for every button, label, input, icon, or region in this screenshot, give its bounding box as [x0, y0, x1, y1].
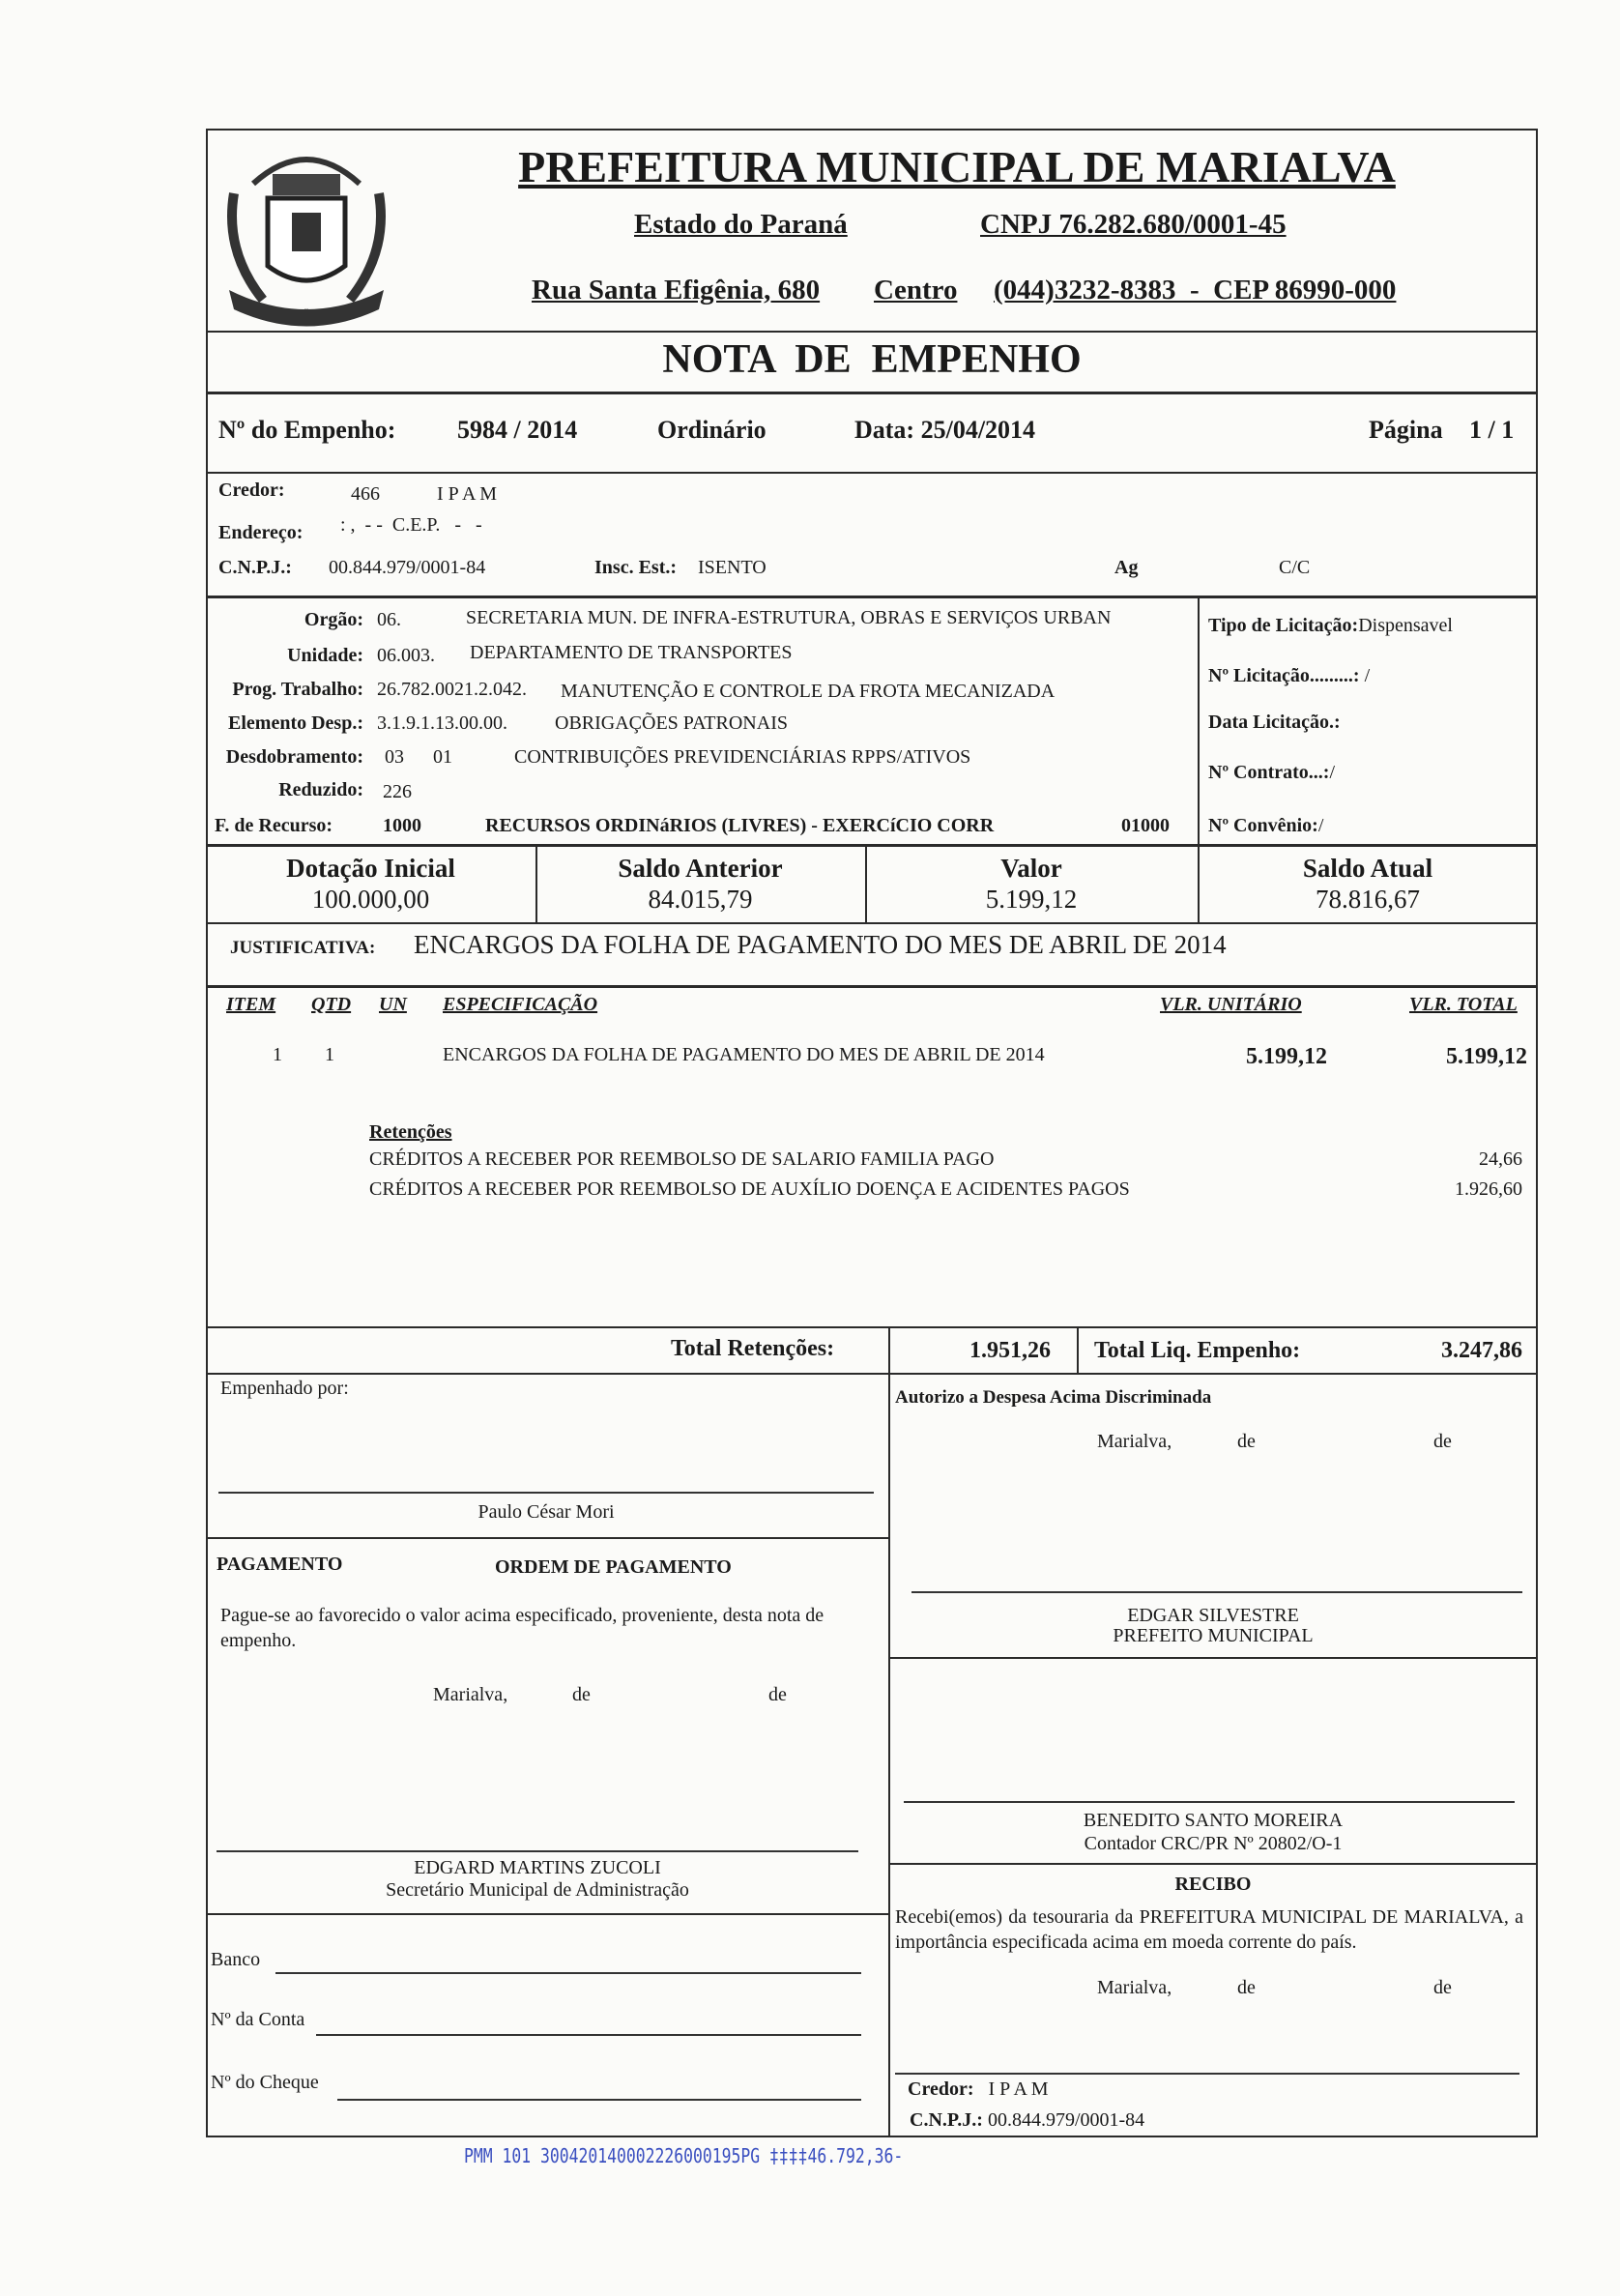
reduzido-label: Reduzido:	[278, 779, 363, 800]
district: Centro	[874, 275, 958, 305]
item-number: 1	[273, 1044, 282, 1065]
orgao-label: Orgão:	[304, 609, 363, 630]
justificativa-text: ENCARGOS DA FOLHA DE PAGAMENTO DO MES DE ABRIL DE 2014	[414, 930, 1227, 959]
numero-convenio-label: Nº Convênio:	[1208, 815, 1318, 836]
numero-contrato	[1208, 762, 1335, 784]
recurso-label: F. de Recurso:	[215, 815, 333, 836]
banco-label: Banco	[211, 1949, 261, 1970]
orgao-code: 06.	[377, 609, 401, 630]
divider	[206, 1913, 888, 1915]
recurso-extra: 01000	[1121, 815, 1170, 836]
saldo-atual-value: 78.816,67	[1316, 885, 1420, 914]
credor-cnpj: 00.844.979/0001-84	[329, 557, 486, 578]
recurso-code: 1000	[383, 815, 421, 836]
phone-cep: (044)3232-8383 - CEP 86990-000	[994, 275, 1397, 305]
municipality-title: PREFEITURA MUNICIPAL DE MARIALVA	[518, 142, 1396, 191]
cnpj-label: C.N.P.J.:	[218, 557, 292, 578]
unidade-code: 06.003.	[377, 645, 435, 666]
col-vlr-unitario: VLR. UNITÁRIO	[1160, 994, 1302, 1015]
signature-line	[895, 2073, 1519, 2075]
pagamento-de2: de	[768, 1684, 787, 1705]
prog-trabalho-label: Prog. Trabalho:	[232, 679, 363, 700]
saldo-anterior-label: Saldo Anterior	[618, 854, 783, 883]
autorizo-city: Marialva,	[1097, 1431, 1172, 1452]
col-item: ITEM	[226, 994, 276, 1015]
autorizo-de1: de	[1237, 1431, 1256, 1452]
reduzido-code: 226	[383, 781, 412, 802]
page-number: 1 / 1	[1469, 416, 1515, 444]
desdobramento-desc: CONTRIBUIÇÕES PREVIDENCIÁRIAS RPPS/ATIVOS	[514, 746, 971, 768]
elemento-desc: OBRIGAÇÕES PATRONAIS	[555, 712, 788, 734]
recibo-cnpj-label: C.N.P.J.:	[910, 2109, 983, 2131]
item-total-value: 5.199,12	[1446, 1044, 1527, 1069]
col-vlr-total: VLR. TOTAL	[1409, 994, 1518, 1015]
ordem-pagamento-title: ORDEM DE PAGAMENTO	[495, 1556, 732, 1578]
municipal-coat-of-arms-logo	[215, 135, 398, 329]
retencao-desc: CRÉDITOS A RECEBER POR REEMBOLSO DE AUXÍLIO DOENÇA E ACIDENTES PAGOS	[369, 1178, 1130, 1200]
col-especificacao: ESPECIFICAÇÃO	[443, 994, 598, 1015]
total-retencoes-label: Total Retenções:	[671, 1336, 835, 1361]
recibo-text: Recebi(emos) da tesouraria da PREFEITURA MUNICIPAL DE MARIALVA, a importância especificada acima em moeda corrente do país.	[895, 1906, 1523, 1953]
total-liquido-value: 3.247,86	[1441, 1338, 1522, 1363]
autorizo-de2: de	[1433, 1431, 1452, 1452]
retencao-value: 24,66	[1479, 1148, 1522, 1170]
valor-value: 5.199,12	[985, 885, 1078, 914]
pagamento-title: PAGAMENTO	[217, 1554, 343, 1575]
total-retencoes-value: 1.951,26	[969, 1338, 1051, 1363]
tipo-licitacao-value: Dispensavel	[1358, 615, 1453, 636]
dotacao-inicial-value: 100.000,00	[311, 885, 430, 914]
divider	[888, 1657, 1538, 1659]
orgao-desc: SECRETARIA MUN. DE INFRA-ESTRUTURA, OBRAS E SERVIÇOS URBAN	[466, 607, 1112, 628]
justificativa-label: JUSTIFICATIVA:	[230, 938, 376, 958]
divider	[206, 1326, 1538, 1328]
saldo-atual-label: Saldo Atual	[1302, 854, 1433, 883]
secretario-name: EDGARD MARTINS ZUCOLI	[414, 1857, 661, 1878]
divider	[1077, 1326, 1079, 1373]
pagamento-de1: de	[572, 1684, 591, 1705]
tipo-licitacao-label: Tipo de Licitação:	[1208, 615, 1359, 636]
state-name: Estado do Paraná	[634, 209, 848, 240]
pagamento-text: Pague-se ao favorecido o valor acima especificado, proveniente, desta nota de empenho.	[220, 1605, 824, 1651]
divider	[206, 985, 1538, 988]
divider	[888, 1326, 890, 2136]
desdobramento-label: Desdobramento:	[225, 746, 363, 768]
total-liquido-label: Total Liq. Empenho:	[1094, 1338, 1301, 1363]
address: Rua Santa Efigênia, 680	[532, 275, 821, 305]
numero-licitacao-value: /	[1359, 665, 1371, 686]
divider	[206, 1373, 1538, 1375]
page-label: Página	[1369, 416, 1443, 444]
cheque-field[interactable]	[337, 2099, 861, 2101]
contador-role: Contador CRC/PR Nº 20802/O-1	[1084, 1833, 1343, 1854]
valor-label: Valor	[1000, 854, 1062, 883]
signature-line	[217, 1850, 858, 1852]
recibo-credor	[908, 2078, 1049, 2101]
divider	[206, 1537, 888, 1539]
recibo-cnpj	[910, 2109, 1144, 2132]
retencao-value: 1.926,60	[1455, 1178, 1522, 1200]
recibo-cnpj-value: 00.844.979/0001-84	[987, 2109, 1145, 2131]
item-spec: ENCARGOS DA FOLHA DE PAGAMENTO DO MES DE ABRIL DE 2014	[443, 1044, 1045, 1065]
conta-label: Nº da Conta	[211, 2009, 305, 2030]
pagamento-city: Marialva,	[433, 1684, 508, 1705]
divider	[206, 392, 1538, 394]
document-title: NOTA DE EMPENHO	[662, 337, 1082, 382]
cc-label: C/C	[1279, 557, 1311, 578]
recibo-credor-value: I P A M	[988, 2078, 1049, 2100]
credor-code: 466	[351, 483, 380, 505]
empenho-type: Ordinário	[657, 416, 767, 444]
unidade-desc: DEPARTAMENTO DE TRANSPORTES	[470, 642, 793, 663]
secretario-role: Secretário Municipal de Administração	[386, 1879, 689, 1901]
elemento-code: 3.1.9.1.13.00.00.	[377, 712, 507, 734]
dotacao-inicial-label: Dotação Inicial	[286, 854, 455, 883]
empenhado-name: Paulo César Mori	[477, 1501, 615, 1523]
banco-field[interactable]	[275, 1972, 861, 1974]
signature-line	[904, 1801, 1515, 1803]
prefeito-role: PREFEITO MUNICIPAL	[1113, 1625, 1314, 1646]
recibo-de2: de	[1433, 1977, 1452, 1998]
insc-value: ISENTO	[698, 557, 767, 578]
retencoes-title: Retenções	[369, 1121, 452, 1143]
data-licitacao-label: Data Licitação.:	[1208, 712, 1341, 733]
credor-label: Credor:	[218, 480, 285, 501]
empenho-label: Nº do Empenho:	[218, 416, 396, 444]
recibo-de1: de	[1237, 1977, 1256, 1998]
numero-licitacao-label: Nº Licitação.........:	[1208, 665, 1360, 686]
desdobramento-code: 03 01	[385, 746, 452, 768]
recibo-title: RECIBO	[1174, 1874, 1252, 1895]
payment-stamp: PMM 101 300420140002226000195PG ‡‡‡‡46.792,36-	[464, 2144, 904, 2167]
contador-name: BENEDITO SANTO MOREIRA	[1083, 1810, 1344, 1831]
item-qtd: 1	[325, 1044, 334, 1065]
divider	[888, 1863, 1538, 1865]
saldo-anterior-value: 84.015,79	[648, 885, 753, 914]
divider	[206, 596, 1538, 598]
cheque-label: Nº do Cheque	[211, 2072, 319, 2093]
insc-label: Insc. Est.:	[594, 557, 678, 578]
recibo-city: Marialva,	[1097, 1977, 1172, 1998]
prog-trabalho-code: 26.782.0021.2.042.	[377, 679, 527, 700]
endereco-label: Endereço:	[218, 522, 304, 543]
numero-convenio	[1208, 815, 1323, 837]
elemento-label: Elemento Desp.:	[228, 712, 363, 734]
signature-line	[218, 1492, 874, 1494]
col-qtd: QTD	[311, 994, 352, 1015]
col-un: UN	[379, 994, 407, 1015]
divider	[206, 472, 1538, 474]
recibo-credor-label: Credor:	[908, 2078, 974, 2100]
empenho-date: Data: 25/04/2014	[854, 416, 1036, 444]
conta-field[interactable]	[316, 2034, 861, 2036]
numero-contrato-label: Nº Contrato...:	[1208, 762, 1330, 783]
numero-licitacao	[1208, 665, 1370, 687]
empenho-number: 5984 / 2014	[457, 416, 578, 444]
tipo-licitacao	[1208, 615, 1453, 637]
item-unit-value: 5.199,12	[1246, 1044, 1327, 1069]
ag-label: Ag	[1114, 557, 1139, 578]
prefeito-name: EDGAR SILVESTRE	[1127, 1605, 1299, 1626]
prog-trabalho-desc: MANUTENÇÃO E CONTROLE DA FROTA MECANIZADA	[561, 681, 1056, 702]
empenhado-label: Empenhado por:	[220, 1378, 349, 1399]
cnpj: CNPJ 76.282.680/0001-45	[980, 209, 1287, 240]
retencao-desc: CRÉDITOS A RECEBER POR REEMBOLSO DE SALARIO FAMILIA PAGO	[369, 1148, 995, 1170]
endereco-value: : , - - C.E.P. - -	[340, 514, 482, 536]
unidade-label: Unidade:	[287, 645, 363, 666]
numero-convenio-value: /	[1317, 815, 1324, 836]
numero-contrato-value: /	[1329, 762, 1336, 783]
autorizo-title: Autorizo a Despesa Acima Discriminada	[895, 1387, 1212, 1408]
signature-line	[911, 1591, 1522, 1593]
recurso-desc: RECURSOS ORDINáRIOS (LIVRES) - EXERCíCIO CORR	[485, 815, 995, 836]
divider	[206, 331, 1538, 333]
divider	[206, 922, 1538, 924]
divider	[206, 844, 1538, 847]
credor-name: I P A M	[437, 483, 498, 505]
